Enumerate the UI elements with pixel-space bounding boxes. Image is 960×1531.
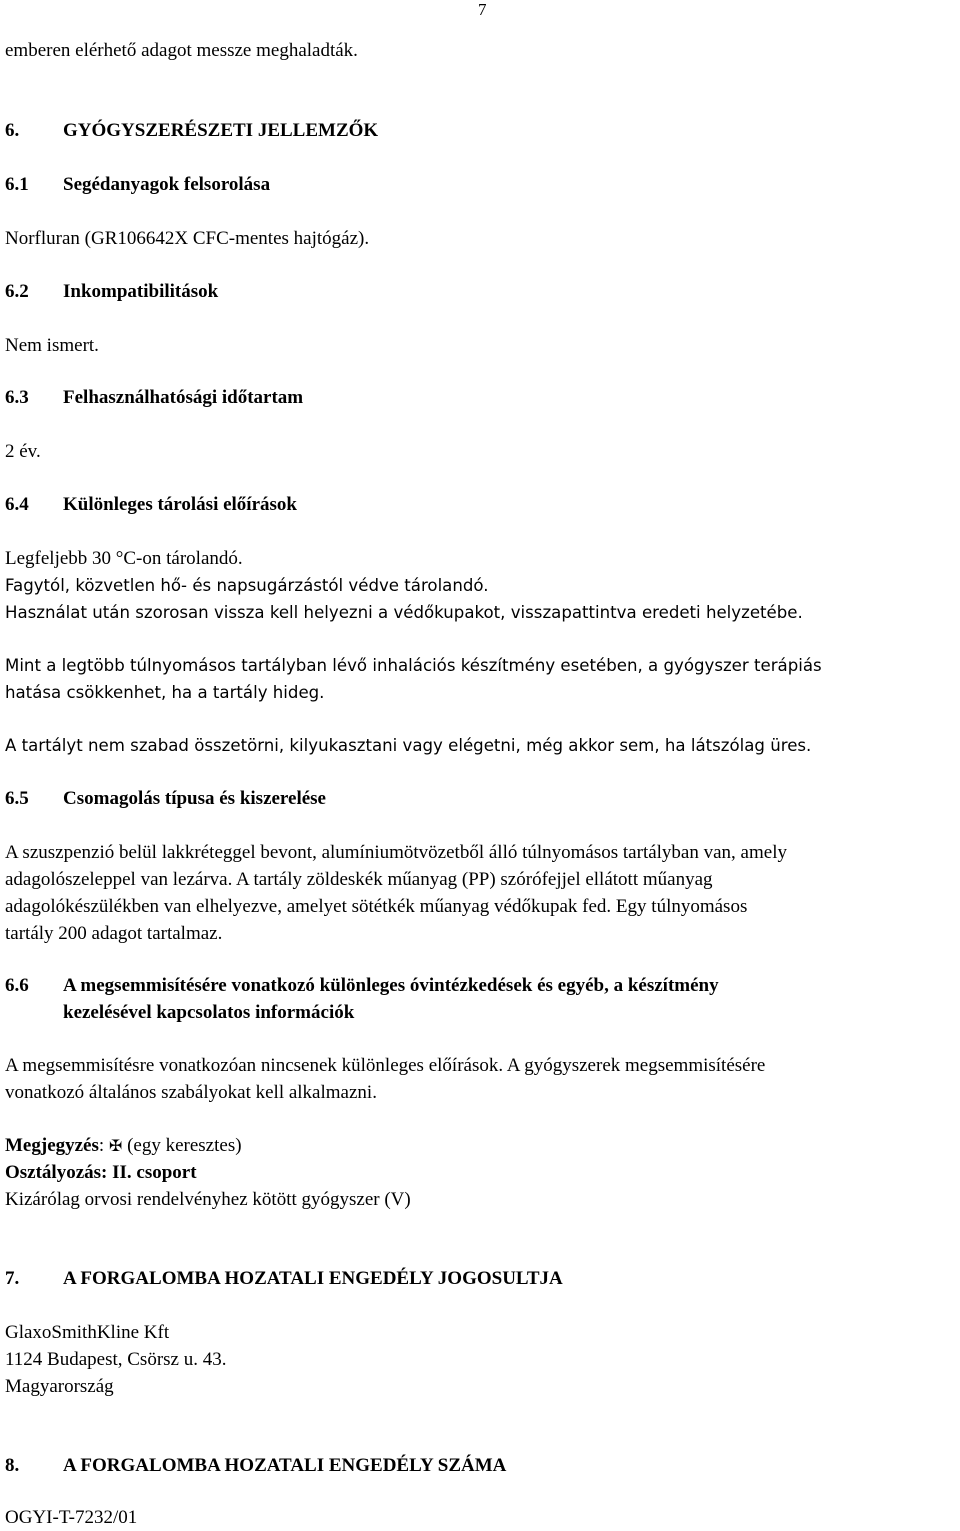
section-number: 7. bbox=[5, 1268, 20, 1289]
prescription-status: Kizárólag orvosi rendelvényhez kötött gyógyszer (V) bbox=[5, 1189, 411, 1210]
section-title: Segédanyagok felsorolása bbox=[63, 174, 271, 195]
packaging-line-4: tartály 200 adagot tartalmaz. bbox=[5, 923, 223, 944]
page-number: 7 bbox=[478, 0, 487, 19]
section-number: 6.6 bbox=[5, 975, 29, 996]
section-6-4-heading bbox=[5, 492, 297, 518]
authorization-number: OGYI-T-7232/01 bbox=[5, 1507, 138, 1528]
holder-address: 1124 Budapest, Csörsz u. 43. bbox=[5, 1349, 227, 1370]
section-title: Különleges tárolási előírások bbox=[63, 494, 297, 515]
intro-line: emberen elérhető adagot messze meghaladták. bbox=[5, 40, 358, 61]
note-colon: : bbox=[98, 1135, 105, 1156]
section-6-2-text: Nem ismert. bbox=[5, 335, 99, 356]
section-number: 6.3 bbox=[5, 387, 29, 408]
storage-line-1: Legfeljebb 30 °C-on tárolandó. bbox=[5, 548, 243, 569]
section-6-1-text: Norfluran (GR106642X CFC-mentes hajtógáz). bbox=[5, 228, 370, 249]
section-number: 6. bbox=[5, 120, 20, 141]
section-6-6-heading bbox=[5, 973, 719, 999]
section-title: Felhasználhatósági időtartam bbox=[63, 387, 304, 408]
section-8-heading bbox=[5, 1453, 506, 1479]
section-6-5-heading bbox=[5, 786, 326, 812]
section-6-2-heading bbox=[5, 279, 218, 305]
cross-icon: ✠ bbox=[108, 1136, 123, 1155]
storage-para-2-line-1: Mint a legtöbb túlnyomásos tartályban lévő inhalációs készítmény esetében, a gyógyszer terápiás bbox=[5, 656, 822, 675]
section-number: 6.2 bbox=[5, 281, 29, 302]
disposal-line-1: A megsemmisítésre vonatkozóan nincsenek különleges előírások. A gyógyszerek megsemmisítésére bbox=[5, 1055, 766, 1076]
storage-line-3: Használat után szorosan vissza kell helyezni a védőkupakot, visszapattintva eredeti helyzetébe. bbox=[5, 603, 803, 622]
section-number: 6.1 bbox=[5, 174, 29, 195]
note-value: (egy keresztes) bbox=[122, 1135, 242, 1156]
note-label: Megjegyzés bbox=[5, 1135, 99, 1156]
storage-para-2-line-2: hatása csökkenhet, ha a tartály hideg. bbox=[5, 683, 325, 702]
section-6-heading bbox=[5, 118, 378, 144]
disposal-line-2: vonatkozó általános szabályokat kell alkalmazni. bbox=[5, 1082, 377, 1103]
section-6-3-heading bbox=[5, 385, 303, 411]
section-number: 6.4 bbox=[5, 494, 29, 515]
storage-line-2: Fagytól, közvetlen hő- és napsugárzástól védve tárolandó. bbox=[5, 576, 489, 595]
section-title: A FORGALOMBA HOZATALI ENGEDÉLY JOGOSULTJA bbox=[63, 1268, 563, 1289]
storage-para-3: A tartályt nem szabad összetörni, kilyukasztani vagy elégetni, még akkor sem, ha látszólag üres. bbox=[5, 736, 812, 755]
holder-country: Magyarország bbox=[5, 1376, 114, 1397]
section-7-heading bbox=[5, 1266, 563, 1292]
classification: Osztályozás: II. csoport bbox=[5, 1162, 197, 1183]
section-6-3-text: 2 év. bbox=[5, 441, 41, 462]
section-title: Inkompatibilitások bbox=[63, 281, 219, 302]
packaging-line-2: adagolószeleppel van lezárva. A tartály zöldeskék műanyag (PP) szórófejjel ellátott műanyag bbox=[5, 869, 713, 890]
section-number: 8. bbox=[5, 1455, 20, 1476]
section-6-1-heading bbox=[5, 172, 270, 198]
holder-name: GlaxoSmithKline Kft bbox=[5, 1322, 170, 1343]
section-title: Csomagolás típusa és kiszerelése bbox=[63, 788, 326, 809]
section-title: A FORGALOMBA HOZATALI ENGEDÉLY SZÁMA bbox=[63, 1455, 507, 1476]
section-number: 6.5 bbox=[5, 788, 29, 809]
note-line bbox=[5, 1133, 242, 1159]
section-title-line-1: A megsemmisítésére vonatkozó különleges óvintézkedések és egyéb, a készítmény bbox=[63, 975, 719, 996]
section-title-line-2: kezelésével kapcsolatos információk bbox=[63, 1002, 355, 1023]
packaging-line-1: A szuszpenzió belül lakkréteggel bevont, alumíniumötvözetből álló túlnyomásos tartályban van, amely bbox=[5, 842, 787, 863]
packaging-line-3: adagolókészülékben van elhelyezve, amelyet sötétkék műanyag védőkupak fed. Egy túlnyomásos bbox=[5, 896, 748, 917]
section-title: GYÓGYSZERÉSZETI JELLEMZŐK bbox=[63, 120, 379, 141]
